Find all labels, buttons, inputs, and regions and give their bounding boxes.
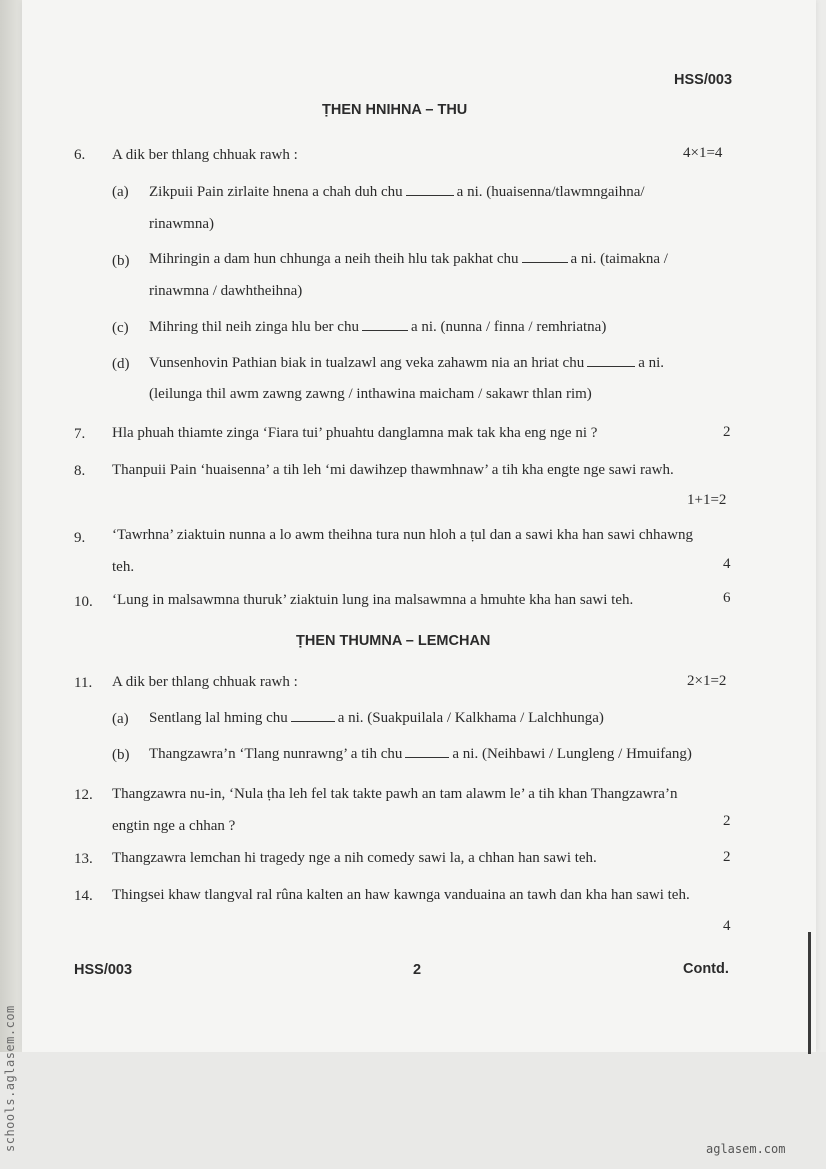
q12-number: 12. (74, 787, 93, 803)
q6a-options-cont: rinawmna) (149, 216, 214, 232)
q9-marks: 4 (723, 556, 731, 572)
q11a-label: (a) (112, 711, 129, 727)
q6c-line (149, 319, 606, 336)
q9-text: ‘Tawrhna’ ziaktuin nunna a lo awm theihna tura nun hloh a ṭul dan a sawi kha han sawi chhawng (112, 527, 693, 543)
q6b-options-cont: rinawmna / dawhtheihna) (149, 283, 303, 299)
q11b-label: (b) (112, 747, 130, 763)
q6a-options: a ni. (huaisenna/tlawmngaihna/ (456, 184, 645, 200)
q6d-line (149, 355, 664, 372)
q6b-line (149, 251, 668, 268)
q6c-options: a ni. (nunna / finna / remhriatna) (410, 319, 607, 335)
q12-marks: 2 (723, 813, 731, 829)
q7-marks: 2 (723, 424, 731, 440)
paper-code-footer: HSS/003 (74, 962, 133, 978)
q6b-options: a ni. (taimakna / (570, 251, 668, 267)
q7-text: Hla phuah thiamte zinga ‘Fiara tui’ phuahtu danglamna mak tak kha eng nge ni ? (112, 425, 598, 441)
q11b-text-start: Thangzawra’n ‘Tlang nunrawng’ a tih chu (149, 746, 403, 762)
q6c-text-start: Mihring thil neih zinga hlu ber chu (149, 319, 359, 335)
q11a-blank (291, 720, 335, 722)
q6d-text-start: Vunsenhovin Pathian biak in tualzawl ang veka zahawm nia an hriat chu (149, 355, 585, 371)
q13-number: 13. (74, 851, 93, 867)
q8-number: 8. (74, 463, 86, 479)
q9-number: 9. (74, 530, 86, 546)
q14-number: 14. (74, 888, 93, 904)
q6b-blank (522, 261, 568, 263)
q6b-label: (b) (112, 253, 130, 269)
q7-number: 7. (74, 426, 86, 442)
q13-marks: 2 (723, 849, 731, 865)
paper-code-header: HSS/003 (674, 72, 733, 88)
q12-text-cont: engtin nge a chhan ? (112, 818, 236, 834)
q11b-options: a ni. (Neihbawi / Lungleng / Hmuifang) (452, 746, 692, 762)
q6c-label: (c) (112, 320, 129, 336)
q11a-line (149, 710, 604, 727)
q6d-blank (587, 365, 635, 367)
scan-bottom-area (0, 1052, 826, 1169)
q11-text: A dik ber thlang chhuak rawh : (112, 674, 298, 690)
q6-number: 6. (74, 147, 86, 163)
q6a-label: (a) (112, 184, 129, 200)
section-title-lemchan: ṬHEN THUMNA – LEMCHAN (296, 633, 491, 649)
section-title-thu: ṬHEN HNIHNA – THU (322, 102, 468, 118)
q11a-text-start: Sentlang lal hming chu (149, 710, 288, 726)
q9-text-cont: teh. (112, 559, 135, 575)
q14-marks: 4 (723, 918, 731, 934)
page-left-edge (0, 0, 22, 1052)
q6a-text-start: Zikpuii Pain zirlaite hnena a chah duh chu (149, 184, 403, 200)
q10-marks: 6 (723, 590, 731, 606)
page-number: 2 (413, 962, 422, 978)
q6a-blank (406, 194, 454, 196)
q11b-line (149, 746, 692, 763)
q6d-options: a ni. (638, 355, 665, 371)
continued-label: Contd. (683, 961, 729, 977)
q11b-blank (405, 756, 449, 758)
q10-text: ‘Lung in malsawmna thuruk’ ziaktuin lung ina malsawmna a hmuhte kha han sawi teh. (112, 592, 634, 608)
q11-marks: 2×1=2 (687, 673, 727, 689)
scan-edge-mark (808, 932, 811, 1054)
q6c-blank (362, 329, 408, 331)
q8-marks: 1+1=2 (687, 492, 727, 508)
q6a-line (149, 184, 645, 201)
q6-marks: 4×1=4 (683, 145, 723, 161)
q10-number: 10. (74, 594, 93, 610)
side-watermark: schools.aglasem.com (3, 1005, 17, 1152)
q6b-text-start: Mihringin a dam hun chhunga a neih theih hlu tak pakhat chu (149, 251, 519, 267)
q14-text: Thingsei khaw tlangval ral rûna kalten an haw kawnga vanduaina an tawh dan kha han sawi teh. (112, 887, 690, 903)
q11a-options: a ni. (Suakpuilala / Kalkhama / Lalchhunga) (337, 710, 604, 726)
q6d-label: (d) (112, 356, 130, 372)
q8-text: Thanpuii Pain ‘huaisenna’ a tih leh ‘mi dawihzep thawmhnaw’ a tih kha engte nge sawi rawh. (112, 462, 674, 478)
q6-text: A dik ber thlang chhuak rawh : (112, 147, 298, 163)
q12-text: Thangzawra nu-in, ‘Nula ṭha leh fel tak takte pawh an tam alawm le’ a tih khan Thangzawra’n (112, 786, 678, 802)
q13-text: Thangzawra lemchan hi tragedy nge a nih comedy sawi la, a chhan han sawi teh. (112, 850, 597, 866)
q11-number: 11. (74, 675, 93, 691)
bottom-watermark: aglasem.com (706, 1142, 786, 1156)
q6d-options-cont: (leilunga thil awm zawng zawng / inthawina maicham / sakawr thlan rim) (149, 386, 592, 402)
